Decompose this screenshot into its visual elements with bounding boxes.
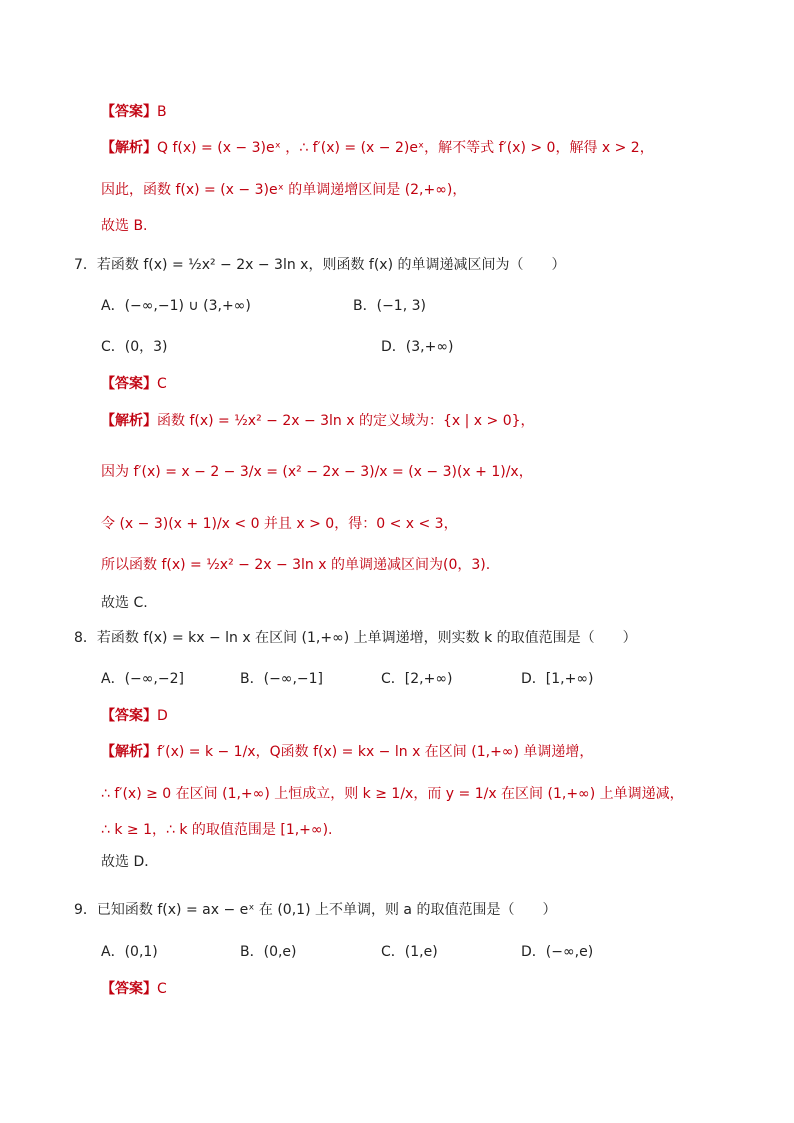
q6-answer-value: B bbox=[157, 104, 167, 120]
q8-stem: 8．若函数 f(x) = kx − ln x 在区间 (1,+∞) 上单调递增，则实数 k 的取值范围是（ ） bbox=[74, 630, 637, 646]
q9-option-b: B．(0,e) bbox=[240, 944, 297, 960]
q8-answer-value: D bbox=[157, 708, 168, 724]
q9-option-d: D．(−∞,e) bbox=[521, 944, 594, 960]
q7-answer bbox=[101, 374, 167, 394]
q9-answer bbox=[101, 979, 167, 999]
q8-option-c: C．[2,+∞) bbox=[381, 671, 453, 687]
q7-option-d: D．(3,+∞) bbox=[381, 339, 454, 355]
q7-option-c: C．(0，3) bbox=[101, 339, 168, 355]
q8-analysis-3: ∴ k ≥ 1，∴ k 的取值范围是 [1,+∞). bbox=[101, 822, 333, 838]
q8-analysis-text-1: f′(x) = k − 1/x，Q函数 f(x) = kx − ln x 在区间 (1,+∞) 单调递增， bbox=[157, 744, 594, 760]
q7-analysis-1 bbox=[101, 411, 535, 431]
q6-analysis-1 bbox=[101, 138, 654, 158]
q9-stem: 9．已知函数 f(x) = ax − eˣ 在 (0,1) 上不单调，则 a 的取值范围是（ ） bbox=[74, 902, 557, 918]
q7-answer-tag: 【答案】 bbox=[101, 376, 157, 392]
q7-option-b: B．(−1, 3) bbox=[353, 298, 426, 314]
q6-analysis-3: 故选 B. bbox=[101, 218, 148, 234]
q9-option-a: A．(0,1) bbox=[101, 944, 158, 960]
q7-analysis-2: 因为 f′(x) = x − 2 − 3/x = (x² − 2x − 3)/x = (x − 3)(x + 1)/x， bbox=[101, 464, 533, 480]
q6-analysis-2: 因此，函数 f(x) = (x − 3)eˣ 的单调递增区间是 (2,+∞)， bbox=[101, 182, 467, 198]
q8-analysis-1 bbox=[101, 742, 593, 762]
q6-analysis-tag: 【解析】 bbox=[101, 140, 157, 156]
q7-analysis-3: 令 (x − 3)(x + 1)/x < 0 并且 x > 0，得：0 < x < 3， bbox=[101, 516, 458, 532]
q7-stem: 7．若函数 f(x) = ½x² − 2x − 3ln x，则函数 f(x) 的单调递减区间为（ ） bbox=[74, 257, 566, 273]
q8-analysis-2: ∴ f′(x) ≥ 0 在区间 (1,+∞) 上恒成立，则 k ≥ 1/x，而 y = 1/x 在区间 (1,+∞) 上单调递减， bbox=[101, 786, 684, 802]
q7-answer-value: C bbox=[157, 376, 167, 392]
q9-answer-tag: 【答案】 bbox=[101, 981, 157, 997]
q8-analysis-4: 故选 D． bbox=[101, 854, 159, 870]
q8-option-a: A．(−∞,−2] bbox=[101, 671, 184, 687]
q6-answer-tag: 【答案】 bbox=[101, 104, 157, 120]
q9-answer-value: C bbox=[157, 981, 167, 997]
q7-option-a: A．(−∞,−1) ∪ (3,+∞) bbox=[101, 298, 251, 314]
q7-analysis-tag: 【解析】 bbox=[101, 413, 157, 429]
q7-analysis-5: 故选 C. bbox=[101, 595, 148, 611]
q6-analysis-text-1: Q f(x) = (x − 3)eˣ ，∴ f′(x) = (x − 2)eˣ，解不等式 f′(x) > 0，解得 x > 2， bbox=[157, 140, 654, 156]
q8-answer-tag: 【答案】 bbox=[101, 708, 157, 724]
q7-analysis-4: 所以函数 f(x) = ½x² − 2x − 3ln x 的单调递减区间为(0，3). bbox=[101, 557, 491, 573]
q6-answer bbox=[101, 102, 167, 122]
q8-option-d: D．[1,+∞) bbox=[521, 671, 594, 687]
q8-analysis-tag: 【解析】 bbox=[101, 744, 157, 760]
q8-option-b: B．(−∞,−1] bbox=[240, 671, 324, 687]
q7-analysis-text-1: 函数 f(x) = ½x² − 2x − 3ln x 的定义域为：{x | x > 0}， bbox=[157, 413, 535, 429]
q9-option-c: C．(1,e) bbox=[381, 944, 438, 960]
q8-answer bbox=[101, 706, 168, 726]
